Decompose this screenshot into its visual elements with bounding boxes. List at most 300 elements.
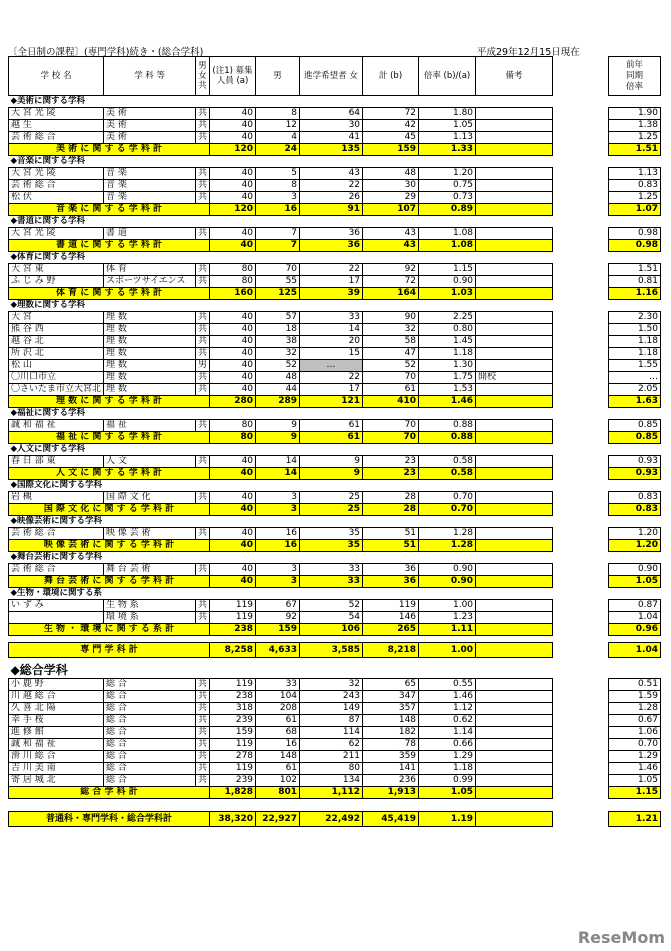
school-name: 久 喜 北 陽 <box>9 703 104 715</box>
ratio: 0.99 <box>419 775 476 787</box>
header-female: 進学希望者 女 <box>300 57 363 96</box>
remarks <box>476 240 553 252</box>
male-count: 9 <box>256 432 300 444</box>
spacer <box>609 799 661 812</box>
dept-name: 美 術 <box>104 120 196 132</box>
total-count: 72 <box>363 276 419 288</box>
prev-ratio: 0.93 <box>609 456 661 468</box>
male-count: 7 <box>256 228 300 240</box>
remarks <box>476 132 553 144</box>
total-count: 164 <box>363 288 419 300</box>
gender: 共 <box>196 739 210 751</box>
male-count: 24 <box>256 144 300 156</box>
remarks <box>476 204 553 216</box>
ratio: 0.66 <box>419 739 476 751</box>
ratio: 1.08 <box>419 240 476 252</box>
remarks <box>476 228 553 240</box>
male-count: 4,633 <box>256 643 300 658</box>
spacer <box>609 408 661 420</box>
remarks <box>476 775 553 787</box>
ratio: 1.19 <box>419 812 476 827</box>
dept-name: 書 道 <box>104 228 196 240</box>
total-count: 265 <box>363 624 419 636</box>
male-count: 102 <box>256 775 300 787</box>
total-count: 92 <box>363 264 419 276</box>
prev-ratio: 0.87 <box>609 600 661 612</box>
header-remarks: 備考 <box>476 57 553 96</box>
dept-name: 総 合 <box>104 739 196 751</box>
total-count: 61 <box>363 384 419 396</box>
header-school: 学 校 名 <box>9 57 104 96</box>
school-name: 春 日 部 東 <box>9 456 104 468</box>
total-count: 78 <box>363 739 419 751</box>
prev-ratio: 0.51 <box>609 679 661 691</box>
remarks <box>476 348 553 360</box>
spacer <box>609 300 661 312</box>
total-count: 1,913 <box>363 787 419 799</box>
prev-ratio: 0.85 <box>609 420 661 432</box>
school-name: 吉 川 美 南 <box>9 763 104 775</box>
header-ratio: 倍率 (b)/(a) <box>419 57 476 96</box>
female-count: 243 <box>300 691 363 703</box>
female-count: 61 <box>300 420 363 432</box>
ratio: 1.00 <box>419 600 476 612</box>
total-count: 148 <box>363 715 419 727</box>
total-count: 30 <box>363 180 419 192</box>
female-count: 3,585 <box>300 643 363 658</box>
male-count: 208 <box>256 703 300 715</box>
spacer <box>609 216 661 228</box>
total-count: 347 <box>363 691 419 703</box>
spacer <box>609 252 661 264</box>
prev-ratio: 1.06 <box>609 727 661 739</box>
capacity: 40 <box>210 240 256 252</box>
school-name: 所 沢 北 <box>9 348 104 360</box>
prev-ratio-table <box>608 56 661 827</box>
school-name: 熊 谷 西 <box>9 324 104 336</box>
remarks <box>476 576 553 588</box>
capacity: 38,320 <box>210 812 256 827</box>
section-label: ◆書道に関する学科 <box>10 216 86 226</box>
section-label: ◆美術に関する学科 <box>10 96 86 106</box>
spacer <box>609 552 661 564</box>
capacity: 119 <box>210 739 256 751</box>
female-count: 106 <box>300 624 363 636</box>
ratio: 1.80 <box>419 108 476 120</box>
ratio: 1.28 <box>419 540 476 552</box>
ratio: 1.15 <box>419 264 476 276</box>
header-gender: 男 女 共 <box>196 57 210 96</box>
male-count: 16 <box>256 204 300 216</box>
female-count: 17 <box>300 384 363 396</box>
total-count: 51 <box>363 528 419 540</box>
female-count: 211 <box>300 751 363 763</box>
dept-name: 理 数 <box>104 336 196 348</box>
female-count: 121 <box>300 396 363 408</box>
school-name: 芸 術 総 合 <box>9 564 104 576</box>
male-count: 67 <box>256 600 300 612</box>
gender: 共 <box>196 420 210 432</box>
capacity: 40 <box>210 540 256 552</box>
ratio: 0.80 <box>419 324 476 336</box>
capacity: 40 <box>210 168 256 180</box>
subtotal-label: 普通科・専門学科・総合学科計 <box>9 812 210 827</box>
section-label: ◆映像芸術に関する学科 <box>10 516 103 526</box>
section-label: ◆人文に関する学科 <box>10 444 86 454</box>
dept-name: 理 数 <box>104 312 196 324</box>
remarks <box>476 727 553 739</box>
prev-ratio: 1.18 <box>609 348 661 360</box>
female-count: 15 <box>300 348 363 360</box>
total-count: 107 <box>363 204 419 216</box>
section-label: ◆舞台芸術に関する学科 <box>10 552 103 562</box>
section-label: ◆体育に関する学科 <box>10 252 86 262</box>
gender: 共 <box>196 132 210 144</box>
female-count: 9 <box>300 468 363 480</box>
ratio: 1.05 <box>419 787 476 799</box>
male-count: 57 <box>256 312 300 324</box>
ratio: 1.46 <box>419 691 476 703</box>
ratio: 1.33 <box>419 144 476 156</box>
remarks: 開校 <box>476 372 553 384</box>
total-count: 159 <box>363 144 419 156</box>
male-count: 9 <box>256 420 300 432</box>
subtotal-label: 書 道 に 関 す る 学 科 計 <box>9 240 210 252</box>
male-count: 4 <box>256 132 300 144</box>
female-count: 22 <box>300 180 363 192</box>
subtotal-label: 舞 台 芸 術 に 関 す る 学 科 計 <box>9 576 210 588</box>
capacity: 40 <box>210 132 256 144</box>
subtotal-label: 体 育 に 関 す る 学 科 計 <box>9 288 210 300</box>
remarks <box>476 456 553 468</box>
subtotal-label: 音 楽 に 関 す る 学 科 計 <box>9 204 210 216</box>
female-count: 33 <box>300 576 363 588</box>
gender: 共 <box>196 679 210 691</box>
school-name: 進 修 館 <box>9 727 104 739</box>
school-name: 越 谷 北 <box>9 336 104 348</box>
section-label-sogo: ◆総合学科 <box>10 662 68 677</box>
remarks <box>476 751 553 763</box>
male-count: 55 <box>256 276 300 288</box>
prev-ratio: 1.25 <box>609 132 661 144</box>
ratio: 0.70 <box>419 504 476 516</box>
female-count: 87 <box>300 715 363 727</box>
ratio: 0.73 <box>419 192 476 204</box>
school-name: 〇川口市立 <box>9 372 104 384</box>
male-count: 125 <box>256 288 300 300</box>
male-count: 38 <box>256 336 300 348</box>
school-name: 滑 川 総 合 <box>9 751 104 763</box>
dept-name: 総 合 <box>104 727 196 739</box>
dept-name: 理 数 <box>104 384 196 396</box>
prev-ratio: 1.55 <box>609 360 661 372</box>
male-count: 14 <box>256 456 300 468</box>
female-count: 22 <box>300 372 363 384</box>
male-count: 32 <box>256 348 300 360</box>
school-name: 岩 槻 <box>9 492 104 504</box>
spacer <box>609 662 661 679</box>
total-count: 45,419 <box>363 812 419 827</box>
dept-name: 生 物 系 <box>104 600 196 612</box>
ratio: 1.08 <box>419 228 476 240</box>
prev-ratio: 1.21 <box>609 812 661 827</box>
remarks <box>476 703 553 715</box>
total-count: 23 <box>363 468 419 480</box>
remarks <box>476 468 553 480</box>
school-name: 芸 術 総 合 <box>9 180 104 192</box>
male-count: 44 <box>256 384 300 396</box>
ratio: 1.46 <box>419 396 476 408</box>
remarks <box>476 108 553 120</box>
prev-ratio: 1.28 <box>609 703 661 715</box>
gender: 共 <box>196 108 210 120</box>
prev-ratio: 1.50 <box>609 324 661 336</box>
male-count: 52 <box>256 360 300 372</box>
school-name: 越 生 <box>9 120 104 132</box>
remarks <box>476 492 553 504</box>
ratio: 1.29 <box>419 751 476 763</box>
prev-ratio: 0.81 <box>609 276 661 288</box>
ratio: 1.14 <box>419 727 476 739</box>
prev-ratio: 1.38 <box>609 120 661 132</box>
capacity: 119 <box>210 600 256 612</box>
capacity: 238 <box>210 624 256 636</box>
dept-name: 舞 台 芸 術 <box>104 564 196 576</box>
total-count: 359 <box>363 751 419 763</box>
subtotal-label: 生 物 ・ 環 境 に 関 す る 系 計 <box>9 624 210 636</box>
total-count: 36 <box>363 564 419 576</box>
male-count: 3 <box>256 576 300 588</box>
prev-ratio: 1.15 <box>609 787 661 799</box>
dept-name: 理 数 <box>104 348 196 360</box>
female-count: 9 <box>300 456 363 468</box>
male-count: 3 <box>256 564 300 576</box>
female-count: 22 <box>300 264 363 276</box>
male-count: 70 <box>256 264 300 276</box>
capacity: 40 <box>210 348 256 360</box>
total-count: 28 <box>363 504 419 516</box>
spacer <box>609 588 661 600</box>
school-name: 大 宮 光 陵 <box>9 168 104 180</box>
capacity: 8,258 <box>210 643 256 658</box>
capacity: 119 <box>210 612 256 624</box>
remarks <box>476 540 553 552</box>
female-count: 41 <box>300 132 363 144</box>
capacity: 40 <box>210 228 256 240</box>
capacity: 80 <box>210 432 256 444</box>
gender: 男 <box>196 360 210 372</box>
dept-name: 福 祉 <box>104 420 196 432</box>
remarks <box>476 600 553 612</box>
capacity: 40 <box>210 576 256 588</box>
capacity: 40 <box>210 504 256 516</box>
school-name: 誠 和 福 祉 <box>9 420 104 432</box>
ratio: 2.25 <box>419 312 476 324</box>
total-count: 65 <box>363 679 419 691</box>
prev-ratio: 1.63 <box>609 396 661 408</box>
total-count: 146 <box>363 612 419 624</box>
female-count: 1,112 <box>300 787 363 799</box>
header-capacity: (注1) 募集人員 (a) <box>210 57 256 96</box>
school-name: 大 宮 光 陵 <box>9 228 104 240</box>
header-total: 計 (b) <box>363 57 419 96</box>
prev-ratio: 0.70 <box>609 739 661 751</box>
gender: 共 <box>196 715 210 727</box>
gender: 共 <box>196 727 210 739</box>
subtotal-label: 専 門 学 科 計 <box>9 643 210 658</box>
subtotal-label: 映 像 芸 術 に 関 す る 学 科 計 <box>9 540 210 552</box>
female-count: 39 <box>300 288 363 300</box>
total-count: 119 <box>363 600 419 612</box>
spacer <box>609 444 661 456</box>
prev-ratio: 1.51 <box>609 144 661 156</box>
capacity: 40 <box>210 468 256 480</box>
ratio: 1.30 <box>419 360 476 372</box>
total-count: 90 <box>363 312 419 324</box>
capacity: 119 <box>210 679 256 691</box>
prev-ratio: 1.13 <box>609 168 661 180</box>
female-count: 43 <box>300 168 363 180</box>
gender: 共 <box>196 528 210 540</box>
dept-name: 総 合 <box>104 703 196 715</box>
total-count: 43 <box>363 240 419 252</box>
dept-name: 音 楽 <box>104 192 196 204</box>
prev-ratio: 1.29 <box>609 751 661 763</box>
dept-name: 音 楽 <box>104 168 196 180</box>
prev-ratio: 0.67 <box>609 715 661 727</box>
male-count: 14 <box>256 468 300 480</box>
remarks <box>476 787 553 799</box>
subtotal-label: 国 際 文 化 に 関 す る 学 科 計 <box>9 504 210 516</box>
gender: 共 <box>196 168 210 180</box>
remarks <box>476 180 553 192</box>
capacity: 40 <box>210 180 256 192</box>
gender: 共 <box>196 564 210 576</box>
section-label: ◆生物・環境に関する系 <box>10 588 103 598</box>
ratio: 1.45 <box>419 336 476 348</box>
remarks <box>476 276 553 288</box>
male-count: 61 <box>256 763 300 775</box>
spacer <box>609 96 661 108</box>
prev-ratio: 0.96 <box>609 624 661 636</box>
total-count: 51 <box>363 540 419 552</box>
gender: 共 <box>196 192 210 204</box>
ratio: 1.28 <box>419 528 476 540</box>
ratio: 1.03 <box>419 288 476 300</box>
male-count: 8 <box>256 108 300 120</box>
dept-name: 映 像 芸 術 <box>104 528 196 540</box>
prev-ratio: 0.83 <box>609 180 661 192</box>
ratio: 1.13 <box>419 132 476 144</box>
dept-name: 音 楽 <box>104 180 196 192</box>
capacity: 318 <box>210 703 256 715</box>
female-count: 135 <box>300 144 363 156</box>
prev-ratio: 0.93 <box>609 468 661 480</box>
capacity: 40 <box>210 372 256 384</box>
capacity: 120 <box>210 144 256 156</box>
total-count: 45 <box>363 132 419 144</box>
remarks <box>476 336 553 348</box>
total-count: 236 <box>363 775 419 787</box>
female-count: 14 <box>300 324 363 336</box>
total-count: 28 <box>363 492 419 504</box>
capacity: 40 <box>210 312 256 324</box>
school-name: 小 鹿 野 <box>9 679 104 691</box>
school-name: 大 宮 光 陵 <box>9 108 104 120</box>
total-count: 43 <box>363 228 419 240</box>
female-count: 91 <box>300 204 363 216</box>
male-count: 22,927 <box>256 812 300 827</box>
female-count: 52 <box>300 600 363 612</box>
prev-ratio: 0.85 <box>609 432 661 444</box>
female-count: 35 <box>300 540 363 552</box>
remarks <box>476 691 553 703</box>
female-count: 22,492 <box>300 812 363 827</box>
female-count: 32 <box>300 679 363 691</box>
gender: 共 <box>196 324 210 336</box>
dept-name: 体 育 <box>104 264 196 276</box>
total-count: 182 <box>363 727 419 739</box>
female-count: 134 <box>300 775 363 787</box>
total-count: 42 <box>363 120 419 132</box>
ratio: 0.58 <box>419 468 476 480</box>
prev-ratio: 1.90 <box>609 108 661 120</box>
gender: 共 <box>196 612 210 624</box>
dept-name: 環 境 系 <box>104 612 196 624</box>
capacity: 40 <box>210 384 256 396</box>
total-count: 58 <box>363 336 419 348</box>
gender: 共 <box>196 691 210 703</box>
remarks <box>476 360 553 372</box>
ratio: 0.70 <box>419 492 476 504</box>
ratio: 0.90 <box>419 576 476 588</box>
male-count: 61 <box>256 715 300 727</box>
remarks <box>476 264 553 276</box>
capacity: 239 <box>210 715 256 727</box>
ratio: 0.88 <box>419 432 476 444</box>
remarks <box>476 288 553 300</box>
capacity: 238 <box>210 691 256 703</box>
capacity: 40 <box>210 108 256 120</box>
prev-ratio: 1.20 <box>609 540 661 552</box>
gender: 共 <box>196 384 210 396</box>
male-count: 92 <box>256 612 300 624</box>
gender: 共 <box>196 312 210 324</box>
male-count: 18 <box>256 324 300 336</box>
dept-name: 総 合 <box>104 763 196 775</box>
dept-name: 総 合 <box>104 775 196 787</box>
prev-ratio: 0.98 <box>609 240 661 252</box>
gender: 共 <box>196 372 210 384</box>
gender: 共 <box>196 703 210 715</box>
spacer <box>609 156 661 168</box>
female-count: 62 <box>300 739 363 751</box>
remarks <box>476 324 553 336</box>
gender: 共 <box>196 456 210 468</box>
dept-name: スポーツサイエンス <box>104 276 196 288</box>
ratio: 0.58 <box>419 456 476 468</box>
ratio: 1.23 <box>419 612 476 624</box>
total-count: 48 <box>363 168 419 180</box>
female-count: 30 <box>300 120 363 132</box>
gender: 共 <box>196 348 210 360</box>
female-count: 149 <box>300 703 363 715</box>
school-name: 芸 術 総 合 <box>9 132 104 144</box>
capacity: 40 <box>210 360 256 372</box>
total-count: 23 <box>363 456 419 468</box>
remarks <box>476 624 553 636</box>
gender: 共 <box>196 492 210 504</box>
